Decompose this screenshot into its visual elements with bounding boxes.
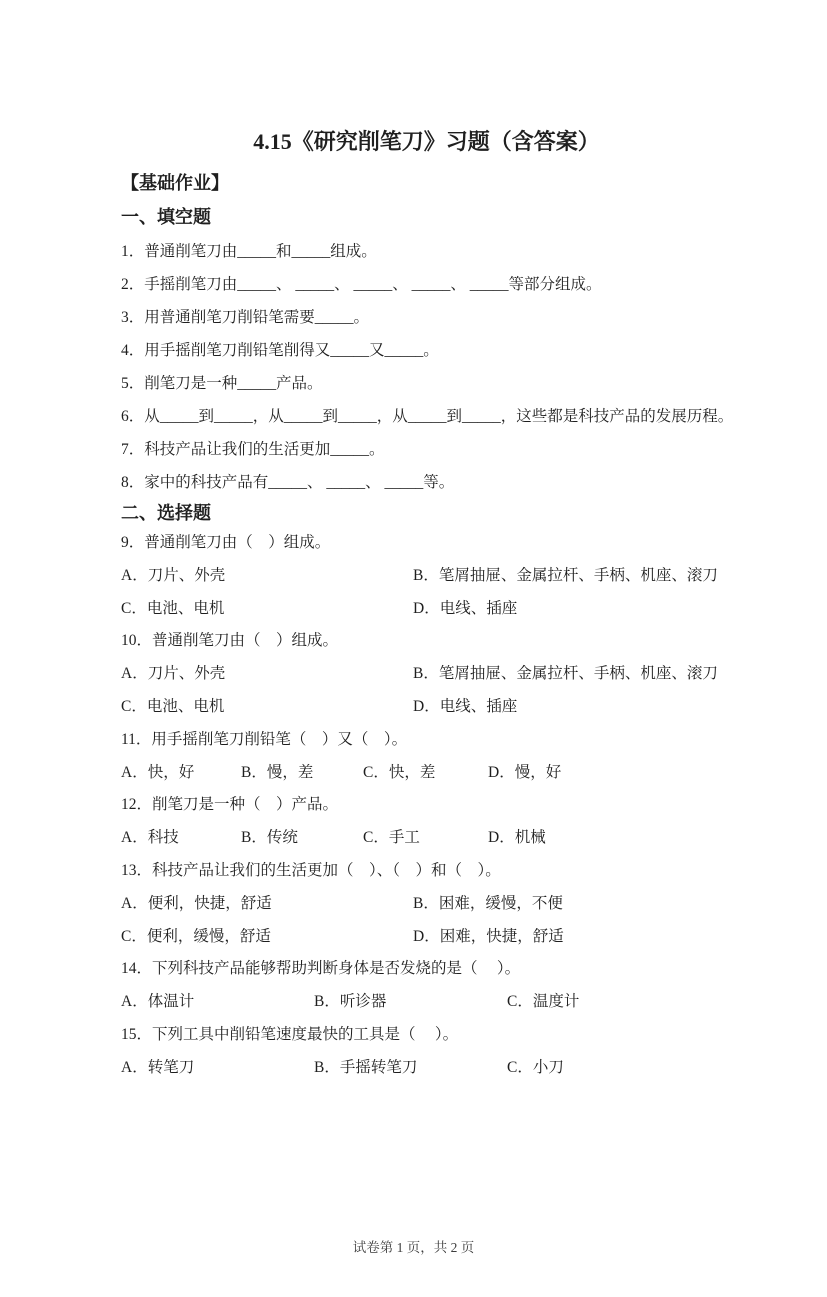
choice-option-row bbox=[121, 822, 732, 855]
fill-in-question: 7．科技产品让我们的生活更加_____。 bbox=[121, 441, 385, 458]
fill-in-section-heading: 一、填空题 bbox=[121, 207, 211, 227]
choice-option-row bbox=[121, 593, 732, 626]
choice-option: D．电线、插座 bbox=[413, 697, 518, 715]
choice-option: D．慢，好 bbox=[488, 763, 562, 781]
choice-option: A．便利，快捷，舒适 bbox=[121, 894, 272, 912]
page-footer: 试卷第 1 页，共 2 页 bbox=[352, 1240, 475, 1255]
fill-in-question: 3．用普通削笔刀削铅笔需要_____。 bbox=[121, 309, 370, 326]
choice-option: A．体温计 bbox=[121, 993, 195, 1011]
worksheet-page bbox=[0, 128, 827, 1297]
choice-option: B．传统 bbox=[241, 829, 298, 847]
choice-option: C．快，差 bbox=[363, 763, 436, 781]
choice-option: C．便利，缓慢，舒适 bbox=[121, 927, 271, 945]
choice-option: D．机械 bbox=[488, 829, 546, 847]
fill-in-question: 8．家中的科技产品有_____、 _____、 _____等。 bbox=[121, 474, 455, 491]
choice-option: A．刀片、外壳 bbox=[121, 665, 226, 683]
choice-option: B．困难，缓慢，不便 bbox=[413, 894, 563, 912]
choice-option-row bbox=[121, 560, 732, 593]
choice-option: B．慢，差 bbox=[241, 763, 314, 781]
choice-question-stem: 12．削笔刀是一种（ ）产品。 bbox=[121, 796, 339, 814]
choice-option: C．电池、电机 bbox=[121, 697, 225, 715]
choice-question-stem: 10．普通削笔刀由（ ）组成。 bbox=[121, 632, 339, 650]
choice-option: D．困难，快捷，舒适 bbox=[413, 927, 564, 945]
choice-option-row bbox=[121, 921, 732, 954]
choice-option: A．转笔刀 bbox=[121, 1058, 195, 1076]
fill-in-question: 1．普通削笔刀由_____和_____组成。 bbox=[121, 243, 377, 260]
choice-option: B．笔屑抽屉、金属拉杆、手柄、机座、滚刀 bbox=[413, 665, 718, 683]
choice-question-stem: 11．用手摇削笔刀削铅笔（ ）又（ ）。 bbox=[121, 730, 408, 748]
choice-option: A．刀片、外壳 bbox=[121, 566, 226, 584]
worksheet-content bbox=[0, 128, 827, 1085]
choice-section-heading: 二、选择题 bbox=[121, 503, 211, 523]
choice-option: C．电池、电机 bbox=[121, 599, 225, 617]
fill-in-question: 5．削笔刀是一种_____产品。 bbox=[121, 375, 323, 392]
choice-option: A．科技 bbox=[121, 829, 179, 847]
choice-question-stem: 15．下列工具中削铅笔速度最快的工具是（ ）。 bbox=[121, 1025, 459, 1043]
choice-option: B．手摇转笔刀 bbox=[314, 1058, 418, 1076]
choice-option-row bbox=[121, 888, 732, 921]
choice-option: C．小刀 bbox=[507, 1058, 564, 1076]
choice-question-stem: 14．下列科技产品能够帮助判断身体是否发烧的是（ ）。 bbox=[121, 960, 521, 978]
choice-option-row bbox=[121, 691, 732, 724]
choice-option: C．手工 bbox=[363, 829, 420, 847]
assignment-section-header: 【基础作业】 bbox=[121, 173, 229, 193]
choice-option: A．快，好 bbox=[121, 763, 195, 781]
fill-in-question: 2．手摇削笔刀由_____、 _____、 _____、 _____、 _____等部分组成。 bbox=[121, 276, 602, 293]
choice-option: B．笔屑抽屉、金属拉杆、手柄、机座、滚刀 bbox=[413, 566, 718, 584]
choice-option: C．温度计 bbox=[507, 993, 580, 1011]
choice-question-list bbox=[121, 527, 732, 1085]
fill-in-question-list bbox=[121, 235, 732, 499]
fill-in-question: 6．从_____到_____，从_____到_____，从_____到_____，这些都是科技产品的发展历程。 bbox=[121, 408, 734, 425]
choice-question-stem: 13．科技产品让我们的生活更加（ ）、（ ）和（ ）。 bbox=[121, 861, 501, 879]
choice-option-row bbox=[121, 1052, 732, 1085]
choice-option-row bbox=[121, 757, 732, 790]
choice-question-stem: 9．普通削笔刀由（ ）组成。 bbox=[121, 534, 331, 551]
page-title: 4.15《研究削笔刀》习题（含答案） bbox=[253, 129, 600, 154]
choice-option: B．听诊器 bbox=[314, 993, 387, 1011]
choice-option-row bbox=[121, 986, 732, 1019]
choice-option: D．电线、插座 bbox=[413, 599, 518, 617]
fill-in-question: 4．用手摇削笔刀削铅笔削得又_____又_____。 bbox=[121, 342, 439, 359]
choice-option-row bbox=[121, 658, 732, 691]
